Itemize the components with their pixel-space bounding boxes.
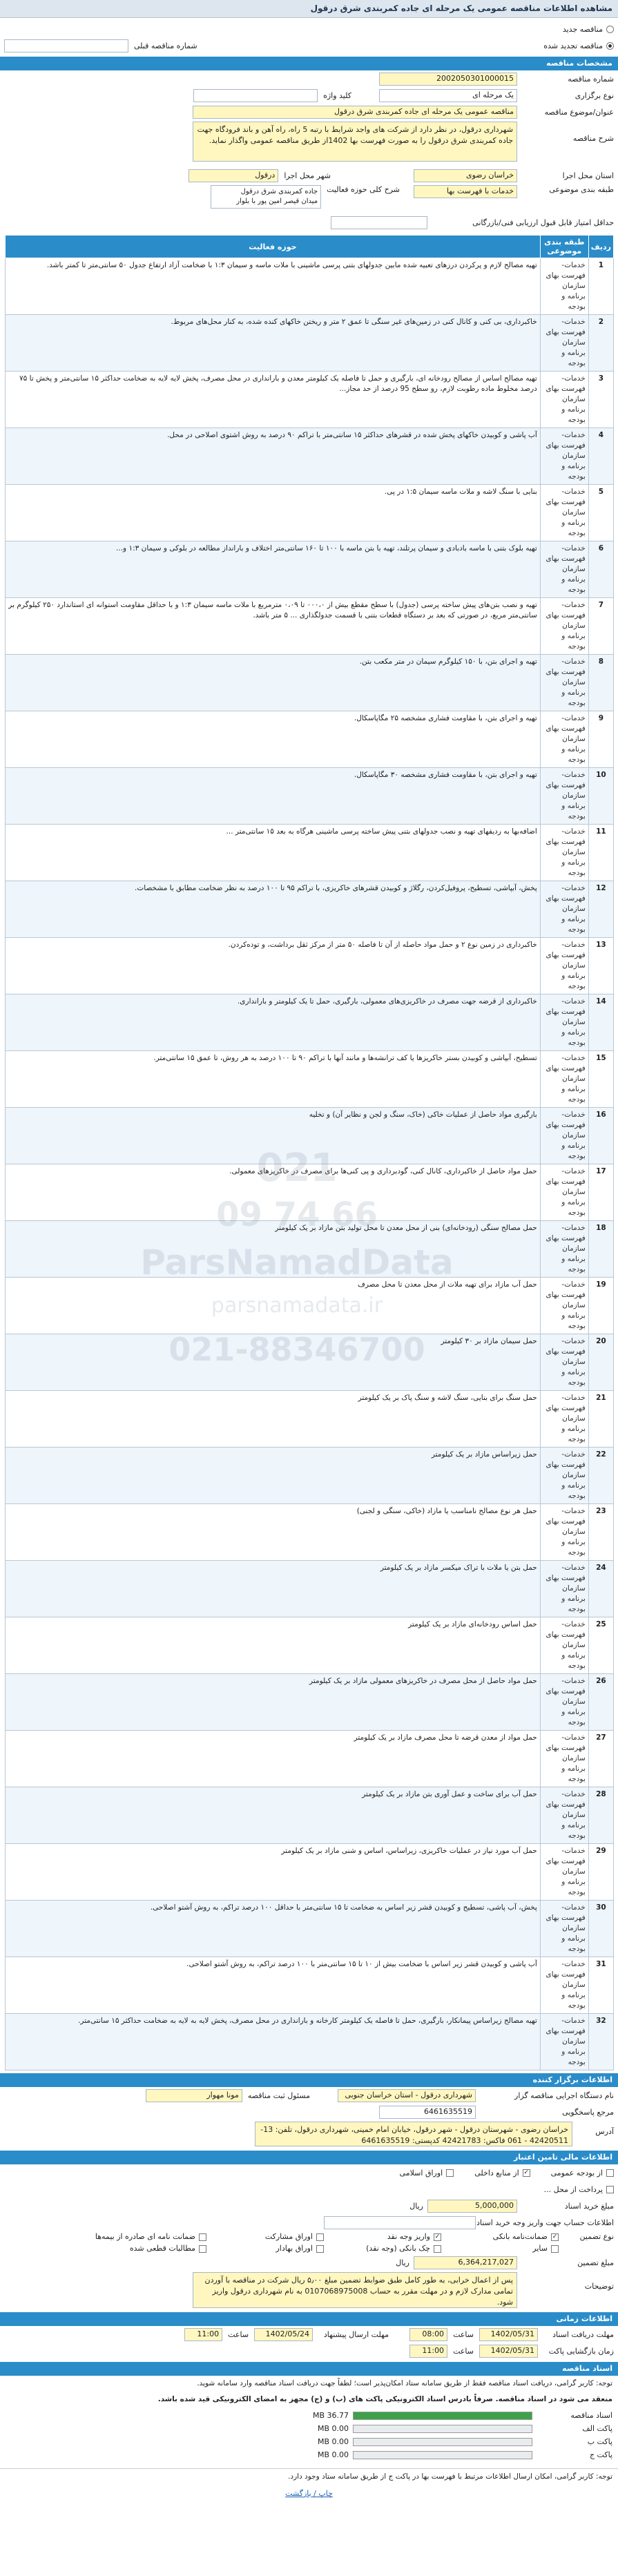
file-progress — [353, 2412, 532, 2420]
file-size: 0.00 MB — [317, 2437, 349, 2446]
row-category: خدمات-فهرست بهای سازمان برنامه و بودجه — [540, 485, 588, 541]
row-number: 31 — [588, 1957, 613, 2014]
holding-type-label: نوع برگزاری — [574, 90, 614, 100]
docs-notice: توجه: کاربر گرامی، دریافت اسناد مناقصه فقط از طریق سامانه ستاد امکان‌پذیر است؛ لطفاً جهت دریافت اسناد مناقصه وارد سامانه شوید. — [197, 2379, 612, 2387]
file-size: 0.00 MB — [317, 2424, 349, 2433]
row-scope: تهیه بلوک بتنی با ماسه بادبادی و سیمان پرتلند، تهیه با بتن ماسه با ۱۰۰ تا ۱۶۰ سانتی‌متر اختلاف و بارانداز مطالعه در بلوکی و سیمان ۱:۳ و... — [6, 541, 541, 598]
table-row — [6, 1164, 614, 1221]
other-checkbox[interactable] — [606, 2186, 614, 2193]
file-progress — [353, 2425, 532, 2433]
row-number: 16 — [588, 1108, 613, 1164]
file-name: پاکت الف — [582, 2424, 612, 2433]
row-category: خدمات-فهرست بهای سازمان برنامه و بودجه — [540, 1391, 588, 1448]
row-scope: حمل مواد حاصل از محل مصرف در خاکریزهای معمولی مازاد بر یک کیلومتر — [6, 1674, 541, 1731]
table-row — [6, 1448, 614, 1504]
row-number: 15 — [588, 1051, 613, 1108]
doc-receipt-time-label: ساعت — [453, 2329, 474, 2339]
col-scope: حوزه فعالیت — [6, 236, 541, 258]
row-scope: پخش، آبپاشی، تسطیح، پروفیل‌کردن، رگلاژ و کوبیدن قشرهای خاکریزی، با تراکم ۹۵ تا ۱۰۰ درصد به نظر ضخامت مطابق با مشخصات. — [6, 881, 541, 938]
province-label: استان محل اجرا — [562, 171, 614, 180]
row-number: 32 — [588, 2014, 613, 2070]
row-scope: حمل سیمان مازاد بر ۳۰ کیلومتر — [6, 1334, 541, 1391]
guarantee-type-label: واریز وجه نقد — [387, 2232, 430, 2241]
ref-label: مرجع پاسخگویی — [562, 2107, 614, 2117]
table-row — [6, 825, 614, 881]
row-scope: بارگیری مواد حاصل از عملیات خاکی (خاک، سنگ و لجن و نظایر آن) و تخلیه — [6, 1108, 541, 1164]
row-category: خدمات-فهرست بهای سازمان برنامه و بودجه — [540, 938, 588, 994]
file-progress — [353, 2438, 532, 2446]
doc-receipt-time[interactable]: 08:00 — [409, 2328, 447, 2341]
row-number: 21 — [588, 1391, 613, 1448]
guarantee-type-label: چک بانکی (وجه نقد) — [366, 2244, 430, 2253]
row-number: 24 — [588, 1561, 613, 1617]
scope-listbox[interactable] — [211, 185, 321, 209]
row-scope: حمل آب برای ساخت و عمل آوری بتن مازاد بر یک کیلومتر — [6, 1787, 541, 1844]
row-category: خدمات-فهرست بهای سازمان برنامه و بودجه — [540, 1334, 588, 1391]
row-scope: حمل اساس رودخانه‌ای مازاد بر یک کیلومتر — [6, 1617, 541, 1674]
row-category: خدمات-فهرست بهای سازمان برنامه و بودجه — [540, 1448, 588, 1504]
guarantee-label: نوع تضمین — [579, 2232, 614, 2241]
responsible-label: مسئول ثبت مناقصه — [247, 2090, 310, 2100]
org-name-label: نام دستگاه اجرایی مناقصه گزار — [514, 2090, 614, 2100]
items-table — [5, 235, 614, 2070]
guarantee-type-label: اوراق بهادار — [276, 2244, 313, 2253]
row-number: 9 — [588, 711, 613, 768]
file-name: اسناد مناقصه — [570, 2411, 612, 2420]
row-scope: خاکبرداری، بی کنی و کانال کنی در زمین‌های غیر سنگی تا عمق ۲ متر و ریختن خاکهای کنده شده، به کنار محل‌های مربوط. — [6, 315, 541, 372]
row-category: خدمات-فهرست بهای سازمان برنامه و بودجه — [540, 598, 588, 655]
desc-textarea[interactable]: شهرداری درقول، در نظر دارد از شرکت های واجد شرایط با رتبه 5 راه، راه آهن و باند فرودگاه جهت جاده کمربندی شرق درقول را به صورت فهرست بها 1402از طریق مناقصه عمومی واگذار نماید. — [193, 122, 517, 162]
table-row — [6, 655, 614, 711]
row-number: 17 — [588, 1164, 613, 1221]
scope-item[interactable]: میدان قیصر امین پور با بلوار — [236, 198, 318, 205]
guarantee-type-label: سایر — [532, 2244, 548, 2253]
table-row — [6, 1731, 614, 1787]
file-progress — [353, 2451, 532, 2459]
row-category: خدمات-فهرست بهای سازمان برنامه و بودجه — [540, 655, 588, 711]
account-input[interactable] — [324, 2216, 476, 2229]
table-row — [6, 1108, 614, 1164]
row-scope: تهیه مصالح لازم و پرکردن درزهای تعبیه شده مابین جدولهای بتنی پرسی ماشینی با ملات ماسه و سیمان ۱:۳ با ضخامت آزاد ارتفاع جدول ۵۰ سانتی‌متر تا کمتر باشد. — [6, 258, 541, 315]
row-number: 7 — [588, 598, 613, 655]
desc-label: شرح مناقصه — [572, 134, 614, 143]
guarantee-type-checkbox[interactable] — [316, 2245, 324, 2253]
row-category: خدمات-فهرست بهای سازمان برنامه و بودجه — [540, 1957, 588, 2014]
table-row — [6, 315, 614, 372]
prev-tender-input[interactable] — [4, 39, 128, 52]
row-number: 14 — [588, 994, 613, 1051]
category-label: طبقه بندی موضوعی — [549, 185, 614, 194]
watermark-line: parsnamadata.ir — [211, 1294, 383, 1318]
table-row — [6, 2014, 614, 2070]
row-number: 5 — [588, 485, 613, 541]
city-label: شهر محل اجرا — [284, 171, 331, 180]
page-title: مشاهده اطلاعات مناقصه عمومی یک مرحله ای جاده کمربندی شرق درقول — [0, 0, 618, 18]
other-label: پرداخت از محل ... — [543, 2184, 603, 2194]
keyword-input[interactable] — [193, 89, 318, 102]
row-scope: حمل مصالح سنگی (رودخانه‌ای) بنی از محل معدن تا محل تولید بتن مازاد بر یک کیلومتر — [6, 1221, 541, 1278]
file-row[interactable] — [6, 2435, 612, 2448]
file-row[interactable] — [6, 2422, 612, 2435]
row-number: 12 — [588, 881, 613, 938]
row-scope: حمل سنگ برای بنایی، سنگ لاشه و سنگ پاک بر یک کیلومتر — [6, 1391, 541, 1448]
doc-price-input[interactable]: 5,000,000 — [427, 2200, 517, 2213]
city-select[interactable]: درقول — [189, 169, 278, 182]
opening-date[interactable]: 1402/05/31 — [479, 2345, 538, 2358]
table-row — [6, 598, 614, 655]
keyword-label: کلید واژه — [323, 90, 351, 100]
table-row — [6, 258, 614, 315]
row-scope: حمل هر نوع مصالح نامناسب یا مازاد (خاکی، سنگی و لجنی) — [6, 1504, 541, 1561]
row-scope: تهیه و اجرای بتن، با مقاومت فشاری مشخصه ۳۰ مگاپاسکال. — [6, 768, 541, 825]
table-row — [6, 1901, 614, 1957]
row-category: خدمات-فهرست بهای سازمان برنامه و بودجه — [540, 711, 588, 768]
address-textarea[interactable]: خراسان رضوی - شهرستان درقول - شهر درقول، خیابان امام خمینی، شهرداری درقول، تلفن: 13- 42420511 - 061 فاکس: 42421783 کدپستی: 6461635519 — [255, 2122, 572, 2146]
title-input[interactable]: مناقصه عمومی یک مرحله ای جاده کمربندی شرق درقول — [193, 106, 517, 119]
times-header: اطلاعات زمانی — [0, 2312, 618, 2326]
row-category: خدمات-فهرست بهای سازمان برنامه و بودجه — [540, 1901, 588, 1957]
row-number: 18 — [588, 1221, 613, 1278]
scope-label: شرح کلی حوزه فعالیت — [327, 185, 400, 194]
table-row — [6, 372, 614, 428]
row-scope: تسطیح، آبپاشی و کوبیدن بستر خاکریزها یا کف ترانشه‌ها و مانند آنها با تراکم ۹۰ تا ۱۰۰ درصد به هر روش، تا عمق ۱۵ سانتی‌متر. — [6, 1051, 541, 1108]
table-row — [6, 1051, 614, 1108]
row-category: خدمات-فهرست بهای سازمان برنامه و بودجه — [540, 1278, 588, 1334]
row-number: 27 — [588, 1731, 613, 1787]
tender-number-input[interactable]: 2002050301000015 — [379, 73, 517, 86]
internal-label: از منابع داخلی — [474, 2168, 519, 2178]
row-category: خدمات-فهرست بهای سازمان برنامه و بودجه — [540, 1504, 588, 1561]
row-number: 13 — [588, 938, 613, 994]
docs-header: اسناد مناقصه — [0, 2362, 618, 2376]
file-row[interactable] — [6, 2448, 612, 2461]
row-category: خدمات-فهرست بهای سازمان برنامه و بودجه — [540, 768, 588, 825]
table-row — [6, 1221, 614, 1278]
row-category: خدمات-فهرست بهای سازمان برنامه و بودجه — [540, 258, 588, 315]
row-category: خدمات-فهرست بهای سازمان برنامه و بودجه — [540, 1731, 588, 1787]
col-row: ردیف — [588, 236, 613, 258]
row-category: خدمات-فهرست بهای سازمان برنامه و بودجه — [540, 1221, 588, 1278]
table-row — [6, 428, 614, 485]
row-scope: تهیه مصالح زیراساس پیمانکار، بارگیری، حمل تا فاصله یک کیلومتر کارخانه و بارانداری در محل مصرف، پخش لایه به لایه به ضخامت حداکثر ۱۵ سانتی‌متر. — [6, 2014, 541, 2070]
guarantee-type-checkbox[interactable] — [434, 2245, 441, 2253]
col-category: طبقه بندی موضوعی — [540, 236, 588, 258]
guarantee-type[interactable] — [324, 2232, 441, 2241]
row-category: خدمات-فهرست بهای سازمان برنامه و بودجه — [540, 1561, 588, 1617]
table-row — [6, 1504, 614, 1561]
row-scope: بنایی با سنگ لاشه و ملات ماسه سیمان ۱:۵ در پی. — [6, 485, 541, 541]
spec-header: مشخصات مناقصه — [0, 57, 618, 70]
proposal-label: مهلت ارسال پیشنهاد — [323, 2329, 389, 2339]
row-scope: تهیه و اجرای بتن، با مقاومت فشاری مشخصه ۲۵ مگاپاسکال. — [6, 711, 541, 768]
row-number: 19 — [588, 1278, 613, 1334]
row-category: خدمات-فهرست بهای سازمان برنامه و بودجه — [540, 315, 588, 372]
items-body — [6, 258, 614, 2070]
guarantee-type-checkbox[interactable] — [199, 2245, 206, 2253]
row-scope: تهیه و اجرای بتن، با ۱۵۰ کیلوگرم سیمان در متر مکعب بتن. — [6, 655, 541, 711]
row-scope: حمل بتن یا ملات با تراک میکسر مازاد بر یک کیلومتر — [6, 1561, 541, 1617]
row-scope: حمل مواد از معدن قرضه تا محل مصرف مازاد بر یک کیلومتر — [6, 1731, 541, 1787]
row-number: 29 — [588, 1844, 613, 1901]
guarantee-type[interactable] — [441, 2232, 559, 2241]
table-row — [6, 768, 614, 825]
bond-label: اوراق اسلامی — [399, 2168, 443, 2178]
opening-time[interactable]: 11:00 — [409, 2345, 447, 2358]
row-number: 10 — [588, 768, 613, 825]
table-row — [6, 711, 614, 768]
file-list — [0, 2407, 618, 2463]
prev-tender-label: شماره مناقصه قبلی — [134, 41, 197, 50]
row-category: خدمات-فهرست بهای سازمان برنامه و بودجه — [540, 1787, 588, 1844]
row-scope: اضافه‌بها به ردیفهای تهیه و نصب جدولهای بتنی پیش ساخته پرسی ماشینی هرگاه به بعد ۱۵ سانتی‌متر ... — [6, 825, 541, 881]
row-category: خدمات-فهرست بهای سازمان برنامه و بودجه — [540, 994, 588, 1051]
table-row — [6, 1674, 614, 1731]
row-scope: آب پاشی و کوبیدن خاکهای پخش شده در قشرهای حداکثر ۱۵ سانتی‌متر با تراکم ۹۰ درصد به روش اشتوی اصلاحی در محل. — [6, 428, 541, 485]
radio-new[interactable] — [606, 26, 614, 33]
budget-label: از بودجه عمومی — [550, 2168, 603, 2178]
guarantee-type[interactable] — [89, 2244, 206, 2253]
row-category: خدمات-فهرست بهای سازمان برنامه و بودجه — [540, 372, 588, 428]
row-number: 2 — [588, 315, 613, 372]
guarantee-type[interactable] — [324, 2244, 441, 2253]
guarantee-desc-textarea[interactable]: پس از اعمال خرابی، به طور کامل طبق ضوابط تضمین مبلغ ۵٫۰۰ ریال شرکت در مناقصه با آوردن تمامی مدارک لازم و در مهلت مقرر به حساب 0107068975008 به نام شهرداری درقول واریز شود. — [193, 2272, 517, 2308]
row-number: 28 — [588, 1787, 613, 1844]
row-number: 4 — [588, 428, 613, 485]
guarantee-type-label: ضمانت نامه ای صادره از بیمه‌ها — [95, 2232, 195, 2241]
table-row — [6, 1844, 614, 1901]
row-category: خدمات-فهرست بهای سازمان برنامه و بودجه — [540, 2014, 588, 2070]
file-name: پاکت ج — [589, 2450, 612, 2459]
row-category: خدمات-فهرست بهای سازمان برنامه و بودجه — [540, 1108, 588, 1164]
watermark-line: 66 74 09 — [216, 1195, 378, 1234]
row-number: 22 — [588, 1448, 613, 1504]
row-scope: تهیه مصالح اساس از مصالح رودخانه ای، بارگیری و حمل تا فاصله یک کیلومتر معدن و بارانداری در محل مصرف، پخش لایه لایه به ضخامت حداکثر ۱۵ سانتی‌متر و پخش تا ۷۵ درصد مخلوط ماده رطوبت لازم، رو سطح 95 درصد از حد مجاز... — [6, 372, 541, 428]
table-row — [6, 485, 614, 541]
guarantee-currency: ریال — [396, 2258, 409, 2267]
proposal-time[interactable]: 11:00 — [184, 2328, 222, 2341]
guarantee-type[interactable] — [206, 2244, 324, 2253]
row-scope: خاکبرداری در زمین نوع ۲ و حمل مواد حاصله از آن تا فاصله ۵۰ متر از مرکز ثقل برداشت، و توده‌کردن. — [6, 938, 541, 994]
proposal-time-label: ساعت — [228, 2329, 249, 2339]
table-row — [6, 1617, 614, 1674]
table-row — [6, 881, 614, 938]
row-category: خدمات-فهرست بهای سازمان برنامه و بودجه — [540, 1844, 588, 1901]
guarantee-type[interactable] — [441, 2244, 559, 2253]
docs-note2: منعقد می شود در اسناد مناقصه. صرفاً بادرس اسناد الکترونیکی پاکت های (ب) و (ج) مجهز به امضای الکترونیکی قید شده باشد. — [157, 2395, 612, 2403]
table-row — [6, 1334, 614, 1391]
row-scope: حمل زیراساس مازاد بر یک کیلومتر — [6, 1448, 541, 1504]
guarantee-type-label: مطالبات قطعی شده — [129, 2244, 195, 2253]
row-scope: خاکبرداری از قرضه جهت مصرف در خاکریزی‌های معمولی، بارگیری، حمل تا یک کیلومتر و بارانداری. — [6, 994, 541, 1051]
opening-label: زمان بازگشایی پاکت — [548, 2346, 614, 2356]
radio-new-label: مناقصه جدید — [562, 24, 603, 34]
guarantee-types — [89, 2232, 559, 2253]
guarantee-type-checkbox[interactable] — [199, 2233, 206, 2241]
scope-item[interactable]: جاده کمربندی شرق درقول — [240, 188, 318, 195]
row-category: خدمات-فهرست بهای سازمان برنامه و بودجه — [540, 825, 588, 881]
file-row[interactable] — [6, 2409, 612, 2422]
row-number: 20 — [588, 1334, 613, 1391]
row-number: 11 — [588, 825, 613, 881]
guarantee-type-label: اوراق مشارکت — [264, 2232, 313, 2241]
row-scope: حمل مواد حاصل از خاکبرداری، کانال کنی، گودبرداری و پی کنی‌ها برای مصرف در خاکریزهای معمولی. — [6, 1164, 541, 1221]
row-number: 25 — [588, 1617, 613, 1674]
table-row — [6, 1787, 614, 1844]
watermark-line: 021 — [256, 1146, 338, 1191]
internal-checkbox[interactable]: ✓ — [523, 2169, 529, 2176]
guarantee-type-checkbox[interactable]: ✓ — [552, 2233, 558, 2240]
row-category: خدمات-فهرست بهای سازمان برنامه و بودجه — [540, 881, 588, 938]
row-scope: حمل آب مورد نیاز در عملیات خاکریزی، زیراساس، اساس و شنی مازاد بر یک کیلومتر — [6, 1844, 541, 1901]
holding-type-select[interactable]: یک مرحله ای — [379, 89, 517, 102]
row-category: خدمات-فهرست بهای سازمان برنامه و بودجه — [540, 1617, 588, 1674]
address-label: آدرس — [595, 2127, 614, 2136]
doc-price-currency: ریال — [409, 2201, 423, 2211]
guarantee-type[interactable] — [206, 2232, 324, 2241]
file-size: 0.00 MB — [317, 2450, 349, 2459]
account-label: اطلاعات حساب جهت واریز وجه خرید اسناد — [476, 2218, 614, 2227]
guarantee-amount-label: مبلغ تضمین — [577, 2258, 614, 2267]
row-scope: آب پاشی و کوبیدن قشر زیر اساس با ضخامت بیش از ۱۰ تا ۱۵ سانتی‌متر با ۱۰۰ درصد تراکم، به روش آشتو اصلاحی. — [6, 1957, 541, 2014]
guarantee-type-label: ضمانت‌نامه بانکی — [492, 2232, 548, 2241]
row-number: 1 — [588, 258, 613, 315]
radio-renewed-label: مناقصه تجدید شده — [543, 41, 603, 50]
doc-receipt-date[interactable]: 1402/05/31 — [479, 2328, 538, 2341]
responsible-input[interactable]: مونا مهوار — [146, 2089, 242, 2102]
doc-price-label: مبلغ خرید اسناد — [564, 2201, 614, 2211]
table-row — [6, 1278, 614, 1334]
row-number: 6 — [588, 541, 613, 598]
opening-time-label: ساعت — [453, 2346, 474, 2356]
doc-receipt-label: مهلت دریافت اسناد — [552, 2329, 614, 2339]
table-row — [6, 1957, 614, 2014]
row-scope: پخش، آب پاشی، تسطیح و کوبیدن قشر زیر اساس به ضخامت تا ۱۵ سانتی‌متر با حداقل ۱۰۰ درصد تراکم، به روش آشتو اصلاحی. — [6, 1901, 541, 1957]
row-category: خدمات-فهرست بهای سازمان برنامه و بودجه — [540, 1051, 588, 1108]
radio-renewed[interactable] — [606, 42, 614, 50]
org-name-input[interactable]: شهرداری درقول - استان خراسان جنوبی — [338, 2089, 476, 2102]
bond-checkbox[interactable] — [446, 2169, 454, 2177]
proposal-date[interactable]: 1402/05/24 — [254, 2328, 313, 2341]
row-scope: تهیه و نصب بتن‌های پیش ساخته پرسی (جدول) با سطح مقطع بیش از ۰۰۰،۰ تا ۰،۰۹ مترمربع با ملات ماسه سیمان ۱:۳ و با حداقل مقاومت استوانه ای استاندارد ۲۵۰ کیلوگرم بر سانتی‌متر مربع، در صورتی که بعد بر دستگاه قطعات بتنی با قسمت جدولگذاری ... ۵ متر باشد. — [6, 598, 541, 655]
guarantee-type[interactable] — [89, 2232, 206, 2241]
organizer-header: اطلاعات برگزار کننده — [0, 2073, 618, 2087]
province-select[interactable]: خراسان رضوی — [414, 169, 517, 182]
row-number: 3 — [588, 372, 613, 428]
guarantee-desc-label: توضیحات — [584, 2282, 614, 2291]
row-number: 30 — [588, 1901, 613, 1957]
table-row — [6, 938, 614, 994]
file-size: 36.77 MB — [312, 2411, 349, 2420]
guarantee-type-checkbox[interactable] — [316, 2233, 324, 2241]
guarantee-type-checkbox[interactable] — [551, 2245, 559, 2253]
table-row — [6, 1391, 614, 1448]
guarantee-type-checkbox[interactable]: ✓ — [434, 2233, 441, 2240]
fees-header: اطلاعات مالی تامین اعتبار — [0, 2151, 618, 2164]
min-credit-label: حداقل امتیاز قابل قبول ارزیابی فنی/بازرگانی — [472, 218, 614, 227]
row-number: 26 — [588, 1674, 613, 1731]
file-name: پاکت ب — [587, 2437, 612, 2446]
row-number: 23 — [588, 1504, 613, 1561]
row-category: خدمات-فهرست بهای سازمان برنامه و بودجه — [540, 1164, 588, 1221]
tender-number-label: شماره مناقصه — [568, 74, 614, 84]
budget-checkbox[interactable] — [606, 2169, 614, 2177]
row-category: خدمات-فهرست بهای سازمان برنامه و بودجه — [540, 428, 588, 485]
row-number: 8 — [588, 655, 613, 711]
row-category: خدمات-فهرست بهای سازمان برنامه و بودجه — [540, 541, 588, 598]
category-select[interactable]: خدمات با فهرست بها — [414, 185, 517, 198]
ref-input[interactable]: 6461635519 — [379, 2106, 476, 2119]
guarantee-amount-input[interactable]: 6,364,217,027 — [414, 2256, 517, 2269]
title-label: عنوان/موضوع مناقصه — [544, 107, 614, 117]
table-row — [6, 541, 614, 598]
print-back-link[interactable]: چاپ / بازگشت — [285, 2489, 333, 2498]
file-progress-fill — [354, 2412, 532, 2419]
footer-note: توجه: کاربر گرامی، امکان ارسال اطلاعات مرتبط با فهرست بها در پاکت ج از طریق سامانه ستاد وجود دارد. — [0, 2468, 618, 2485]
table-row — [6, 1561, 614, 1617]
row-scope: حمل آب مازاد برای تهیه ملات از محل معدن تا محل مصرف — [6, 1278, 541, 1334]
row-category: خدمات-فهرست بهای سازمان برنامه و بودجه — [540, 1674, 588, 1731]
table-row — [6, 994, 614, 1051]
min-credit-input[interactable] — [331, 216, 427, 229]
